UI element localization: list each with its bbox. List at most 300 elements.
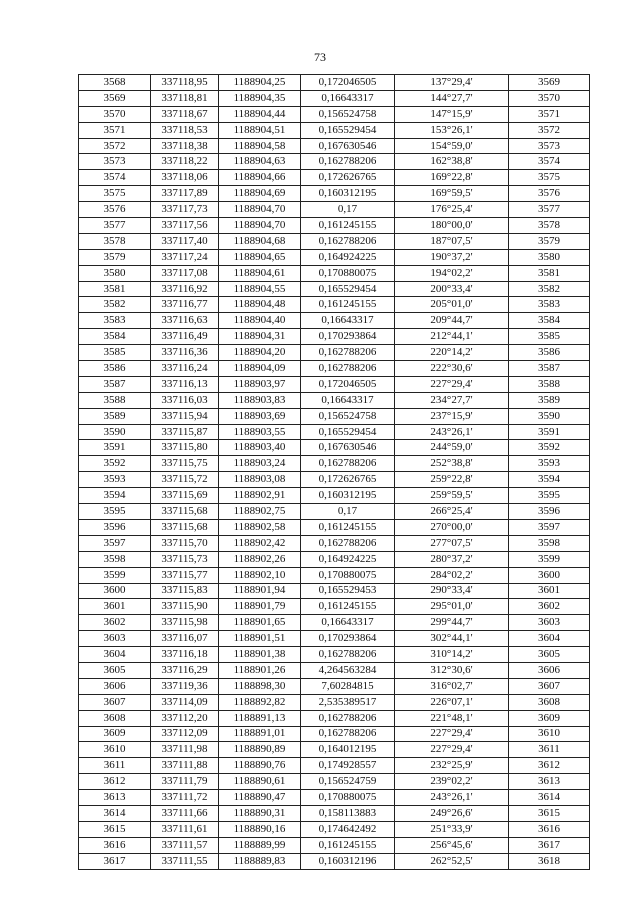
distance-cell: 0,164924225 bbox=[301, 551, 395, 567]
distance-cell: 0,165529454 bbox=[301, 122, 395, 138]
y-coordinate-cell: 1188890,47 bbox=[219, 790, 301, 806]
x-coordinate-cell: 337116,77 bbox=[151, 297, 219, 313]
next-point-cell: 3576 bbox=[509, 186, 590, 202]
distance-cell: 0,160312195 bbox=[301, 186, 395, 202]
y-coordinate-cell: 1188892,82 bbox=[219, 694, 301, 710]
table-row bbox=[79, 488, 590, 504]
y-coordinate-cell: 1188904,51 bbox=[219, 122, 301, 138]
point-number-cell: 3603 bbox=[79, 631, 151, 647]
distance-cell: 0,172046505 bbox=[301, 376, 395, 392]
bearing-cell: 277°07,5' bbox=[395, 535, 509, 551]
x-coordinate-cell: 337116,36 bbox=[151, 345, 219, 361]
y-coordinate-cell: 1188901,94 bbox=[219, 583, 301, 599]
distance-cell: 0,170880075 bbox=[301, 567, 395, 583]
table-row bbox=[79, 75, 590, 91]
bearing-cell: 194°02,2' bbox=[395, 265, 509, 281]
table-row bbox=[79, 583, 590, 599]
distance-cell: 0,17 bbox=[301, 202, 395, 218]
distance-cell: 0,162788206 bbox=[301, 154, 395, 170]
bearing-cell: 259°22,8' bbox=[395, 472, 509, 488]
next-point-cell: 3617 bbox=[509, 837, 590, 853]
bearing-cell: 284°02,2' bbox=[395, 567, 509, 583]
bearing-cell: 270°00,0' bbox=[395, 519, 509, 535]
table-row bbox=[79, 742, 590, 758]
point-number-cell: 3613 bbox=[79, 790, 151, 806]
next-point-cell: 3607 bbox=[509, 678, 590, 694]
next-point-cell: 3587 bbox=[509, 361, 590, 377]
y-coordinate-cell: 1188890,16 bbox=[219, 821, 301, 837]
distance-cell: 0,17 bbox=[301, 504, 395, 520]
x-coordinate-cell: 337118,67 bbox=[151, 106, 219, 122]
point-number-cell: 3600 bbox=[79, 583, 151, 599]
bearing-cell: 205°01,0' bbox=[395, 297, 509, 313]
point-number-cell: 3608 bbox=[79, 710, 151, 726]
table-row bbox=[79, 218, 590, 234]
point-number-cell: 3569 bbox=[79, 90, 151, 106]
table-row bbox=[79, 265, 590, 281]
point-number-cell: 3588 bbox=[79, 392, 151, 408]
next-point-cell: 3598 bbox=[509, 535, 590, 551]
point-number-cell: 3574 bbox=[79, 170, 151, 186]
x-coordinate-cell: 337111,98 bbox=[151, 742, 219, 758]
y-coordinate-cell: 1188904,58 bbox=[219, 138, 301, 154]
next-point-cell: 3605 bbox=[509, 647, 590, 663]
y-coordinate-cell: 1188901,26 bbox=[219, 662, 301, 678]
x-coordinate-cell: 337118,81 bbox=[151, 90, 219, 106]
next-point-cell: 3577 bbox=[509, 202, 590, 218]
point-number-cell: 3610 bbox=[79, 742, 151, 758]
bearing-cell: 302°44,1' bbox=[395, 631, 509, 647]
bearing-cell: 137°29,4' bbox=[395, 75, 509, 91]
distance-cell: 0,16643317 bbox=[301, 90, 395, 106]
point-number-cell: 3579 bbox=[79, 249, 151, 265]
y-coordinate-cell: 1188904,65 bbox=[219, 249, 301, 265]
y-coordinate-cell: 1188904,69 bbox=[219, 186, 301, 202]
y-coordinate-cell: 1188901,51 bbox=[219, 631, 301, 647]
next-point-cell: 3595 bbox=[509, 488, 590, 504]
point-number-cell: 3604 bbox=[79, 647, 151, 663]
distance-cell: 0,161245155 bbox=[301, 519, 395, 535]
x-coordinate-cell: 337112,09 bbox=[151, 726, 219, 742]
distance-cell: 0,167630546 bbox=[301, 138, 395, 154]
table-row bbox=[79, 361, 590, 377]
x-coordinate-cell: 337111,88 bbox=[151, 758, 219, 774]
table-row bbox=[79, 551, 590, 567]
bearing-cell: 227°29,4' bbox=[395, 742, 509, 758]
x-coordinate-cell: 337117,08 bbox=[151, 265, 219, 281]
point-number-cell: 3581 bbox=[79, 281, 151, 297]
x-coordinate-cell: 337117,56 bbox=[151, 218, 219, 234]
point-number-cell: 3587 bbox=[79, 376, 151, 392]
point-number-cell: 3605 bbox=[79, 662, 151, 678]
next-point-cell: 3600 bbox=[509, 567, 590, 583]
point-number-cell: 3597 bbox=[79, 535, 151, 551]
x-coordinate-cell: 337115,72 bbox=[151, 472, 219, 488]
table-row bbox=[79, 329, 590, 345]
table-row bbox=[79, 345, 590, 361]
next-point-cell: 3603 bbox=[509, 615, 590, 631]
table-row bbox=[79, 408, 590, 424]
bearing-cell: 154°59,0' bbox=[395, 138, 509, 154]
point-number-cell: 3601 bbox=[79, 599, 151, 615]
x-coordinate-cell: 337117,73 bbox=[151, 202, 219, 218]
distance-cell: 0,174928557 bbox=[301, 758, 395, 774]
distance-cell: 7,60284815 bbox=[301, 678, 395, 694]
table-row bbox=[79, 758, 590, 774]
y-coordinate-cell: 1188901,79 bbox=[219, 599, 301, 615]
table-row bbox=[79, 853, 590, 869]
next-point-cell: 3569 bbox=[509, 75, 590, 91]
next-point-cell: 3602 bbox=[509, 599, 590, 615]
point-number-cell: 3582 bbox=[79, 297, 151, 313]
table-row bbox=[79, 440, 590, 456]
distance-cell: 0,161245155 bbox=[301, 599, 395, 615]
table-row bbox=[79, 647, 590, 663]
point-number-cell: 3590 bbox=[79, 424, 151, 440]
distance-cell: 0,162788206 bbox=[301, 726, 395, 742]
y-coordinate-cell: 1188901,38 bbox=[219, 647, 301, 663]
bearing-cell: 256°45,6' bbox=[395, 837, 509, 853]
y-coordinate-cell: 1188904,70 bbox=[219, 202, 301, 218]
distance-cell: 0,165529454 bbox=[301, 281, 395, 297]
next-point-cell: 3610 bbox=[509, 726, 590, 742]
point-number-cell: 3577 bbox=[79, 218, 151, 234]
distance-cell: 0,162788206 bbox=[301, 345, 395, 361]
next-point-cell: 3608 bbox=[509, 694, 590, 710]
bearing-cell: 312°30,6' bbox=[395, 662, 509, 678]
x-coordinate-cell: 337117,89 bbox=[151, 186, 219, 202]
table-row bbox=[79, 790, 590, 806]
table-row bbox=[79, 662, 590, 678]
x-coordinate-cell: 337116,03 bbox=[151, 392, 219, 408]
point-number-cell: 3617 bbox=[79, 853, 151, 869]
table-row bbox=[79, 281, 590, 297]
point-number-cell: 3592 bbox=[79, 456, 151, 472]
point-number-cell: 3573 bbox=[79, 154, 151, 170]
y-coordinate-cell: 1188898,30 bbox=[219, 678, 301, 694]
next-point-cell: 3573 bbox=[509, 138, 590, 154]
next-point-cell: 3584 bbox=[509, 313, 590, 329]
y-coordinate-cell: 1188903,40 bbox=[219, 440, 301, 456]
next-point-cell: 3593 bbox=[509, 456, 590, 472]
y-coordinate-cell: 1188904,35 bbox=[219, 90, 301, 106]
next-point-cell: 3609 bbox=[509, 710, 590, 726]
bearing-cell: 153°26,1' bbox=[395, 122, 509, 138]
table-row bbox=[79, 249, 590, 265]
x-coordinate-cell: 337118,38 bbox=[151, 138, 219, 154]
next-point-cell: 3599 bbox=[509, 551, 590, 567]
bearing-cell: 262°52,5' bbox=[395, 853, 509, 869]
y-coordinate-cell: 1188902,75 bbox=[219, 504, 301, 520]
table-row bbox=[79, 821, 590, 837]
bearing-cell: 176°25,4' bbox=[395, 202, 509, 218]
point-number-cell: 3570 bbox=[79, 106, 151, 122]
point-number-cell: 3580 bbox=[79, 265, 151, 281]
point-number-cell: 3612 bbox=[79, 774, 151, 790]
next-point-cell: 3611 bbox=[509, 742, 590, 758]
distance-cell: 0,165529454 bbox=[301, 424, 395, 440]
point-number-cell: 3614 bbox=[79, 805, 151, 821]
bearing-cell: 244°59,0' bbox=[395, 440, 509, 456]
bearing-cell: 243°26,1' bbox=[395, 790, 509, 806]
table-row bbox=[79, 456, 590, 472]
table-row bbox=[79, 313, 590, 329]
next-point-cell: 3601 bbox=[509, 583, 590, 599]
y-coordinate-cell: 1188890,31 bbox=[219, 805, 301, 821]
x-coordinate-cell: 337111,55 bbox=[151, 853, 219, 869]
bearing-cell: 222°30,6' bbox=[395, 361, 509, 377]
y-coordinate-cell: 1188904,63 bbox=[219, 154, 301, 170]
y-coordinate-cell: 1188902,91 bbox=[219, 488, 301, 504]
distance-cell: 0,16643317 bbox=[301, 313, 395, 329]
point-number-cell: 3586 bbox=[79, 361, 151, 377]
next-point-cell: 3612 bbox=[509, 758, 590, 774]
y-coordinate-cell: 1188902,42 bbox=[219, 535, 301, 551]
table-row bbox=[79, 535, 590, 551]
table-row bbox=[79, 297, 590, 313]
distance-cell: 0,161245155 bbox=[301, 297, 395, 313]
next-point-cell: 3578 bbox=[509, 218, 590, 234]
bearing-cell: 252°38,8' bbox=[395, 456, 509, 472]
x-coordinate-cell: 337115,77 bbox=[151, 567, 219, 583]
y-coordinate-cell: 1188903,69 bbox=[219, 408, 301, 424]
y-coordinate-cell: 1188904,48 bbox=[219, 297, 301, 313]
point-number-cell: 3611 bbox=[79, 758, 151, 774]
point-number-cell: 3616 bbox=[79, 837, 151, 853]
bearing-cell: 295°01,0' bbox=[395, 599, 509, 615]
table-row bbox=[79, 138, 590, 154]
next-point-cell: 3586 bbox=[509, 345, 590, 361]
x-coordinate-cell: 337118,53 bbox=[151, 122, 219, 138]
x-coordinate-cell: 337115,75 bbox=[151, 456, 219, 472]
x-coordinate-cell: 337118,95 bbox=[151, 75, 219, 91]
bearing-cell: 221°48,1' bbox=[395, 710, 509, 726]
x-coordinate-cell: 337111,72 bbox=[151, 790, 219, 806]
table-row bbox=[79, 805, 590, 821]
table-row bbox=[79, 186, 590, 202]
bearing-cell: 212°44,1' bbox=[395, 329, 509, 345]
distance-cell: 0,172626765 bbox=[301, 472, 395, 488]
x-coordinate-cell: 337115,83 bbox=[151, 583, 219, 599]
table-row bbox=[79, 154, 590, 170]
distance-cell: 0,162788206 bbox=[301, 535, 395, 551]
next-point-cell: 3575 bbox=[509, 170, 590, 186]
table-row bbox=[79, 122, 590, 138]
x-coordinate-cell: 337111,61 bbox=[151, 821, 219, 837]
table-row bbox=[79, 392, 590, 408]
bearing-cell: 169°59,5' bbox=[395, 186, 509, 202]
y-coordinate-cell: 1188904,40 bbox=[219, 313, 301, 329]
bearing-cell: 144°27,7' bbox=[395, 90, 509, 106]
distance-cell: 0,162788206 bbox=[301, 710, 395, 726]
table-row bbox=[79, 504, 590, 520]
x-coordinate-cell: 337115,68 bbox=[151, 519, 219, 535]
bearing-cell: 237°15,9' bbox=[395, 408, 509, 424]
point-number-cell: 3607 bbox=[79, 694, 151, 710]
x-coordinate-cell: 337119,36 bbox=[151, 678, 219, 694]
point-number-cell: 3602 bbox=[79, 615, 151, 631]
bearing-cell: 290°33,4' bbox=[395, 583, 509, 599]
y-coordinate-cell: 1188903,97 bbox=[219, 376, 301, 392]
bearing-cell: 169°22,8' bbox=[395, 170, 509, 186]
y-coordinate-cell: 1188901,65 bbox=[219, 615, 301, 631]
x-coordinate-cell: 337115,70 bbox=[151, 535, 219, 551]
bearing-cell: 187°07,5' bbox=[395, 233, 509, 249]
distance-cell: 0,172626765 bbox=[301, 170, 395, 186]
x-coordinate-cell: 337115,87 bbox=[151, 424, 219, 440]
bearing-cell: 299°44,7' bbox=[395, 615, 509, 631]
table-row bbox=[79, 106, 590, 122]
y-coordinate-cell: 1188904,61 bbox=[219, 265, 301, 281]
next-point-cell: 3570 bbox=[509, 90, 590, 106]
point-number-cell: 3606 bbox=[79, 678, 151, 694]
y-coordinate-cell: 1188891,13 bbox=[219, 710, 301, 726]
x-coordinate-cell: 337118,22 bbox=[151, 154, 219, 170]
table-row bbox=[79, 837, 590, 853]
bearing-cell: 180°00,0' bbox=[395, 218, 509, 234]
next-point-cell: 3591 bbox=[509, 424, 590, 440]
point-number-cell: 3576 bbox=[79, 202, 151, 218]
distance-cell: 0,161245155 bbox=[301, 218, 395, 234]
next-point-cell: 3582 bbox=[509, 281, 590, 297]
distance-cell: 0,172046505 bbox=[301, 75, 395, 91]
point-number-cell: 3593 bbox=[79, 472, 151, 488]
point-number-cell: 3596 bbox=[79, 519, 151, 535]
distance-cell: 0,162788206 bbox=[301, 456, 395, 472]
next-point-cell: 3596 bbox=[509, 504, 590, 520]
next-point-cell: 3604 bbox=[509, 631, 590, 647]
next-point-cell: 3594 bbox=[509, 472, 590, 488]
x-coordinate-cell: 337116,07 bbox=[151, 631, 219, 647]
x-coordinate-cell: 337117,24 bbox=[151, 249, 219, 265]
y-coordinate-cell: 1188903,08 bbox=[219, 472, 301, 488]
table-body bbox=[79, 75, 590, 870]
bearing-cell: 249°26,6' bbox=[395, 805, 509, 821]
table-row bbox=[79, 567, 590, 583]
distance-cell: 0,158113883 bbox=[301, 805, 395, 821]
x-coordinate-cell: 337111,66 bbox=[151, 805, 219, 821]
next-point-cell: 3588 bbox=[509, 376, 590, 392]
next-point-cell: 3585 bbox=[509, 329, 590, 345]
next-point-cell: 3616 bbox=[509, 821, 590, 837]
x-coordinate-cell: 337111,57 bbox=[151, 837, 219, 853]
next-point-cell: 3615 bbox=[509, 805, 590, 821]
x-coordinate-cell: 337114,09 bbox=[151, 694, 219, 710]
point-number-cell: 3615 bbox=[79, 821, 151, 837]
table-row bbox=[79, 424, 590, 440]
y-coordinate-cell: 1188902,10 bbox=[219, 567, 301, 583]
point-number-cell: 3568 bbox=[79, 75, 151, 91]
distance-cell: 4,264563284 bbox=[301, 662, 395, 678]
distance-cell: 0,165529453 bbox=[301, 583, 395, 599]
point-number-cell: 3595 bbox=[79, 504, 151, 520]
bearing-cell: 200°33,4' bbox=[395, 281, 509, 297]
x-coordinate-cell: 337112,20 bbox=[151, 710, 219, 726]
next-point-cell: 3583 bbox=[509, 297, 590, 313]
distance-cell: 0,170293864 bbox=[301, 631, 395, 647]
bearing-cell: 266°25,4' bbox=[395, 504, 509, 520]
distance-cell: 0,170880075 bbox=[301, 265, 395, 281]
bearing-cell: 147°15,9' bbox=[395, 106, 509, 122]
x-coordinate-cell: 337115,73 bbox=[151, 551, 219, 567]
bearing-cell: 310°14,2' bbox=[395, 647, 509, 663]
bearing-cell: 209°44,7' bbox=[395, 313, 509, 329]
x-coordinate-cell: 337116,24 bbox=[151, 361, 219, 377]
y-coordinate-cell: 1188889,99 bbox=[219, 837, 301, 853]
table-row bbox=[79, 726, 590, 742]
table-row bbox=[79, 694, 590, 710]
y-coordinate-cell: 1188902,26 bbox=[219, 551, 301, 567]
next-point-cell: 3614 bbox=[509, 790, 590, 806]
table-row bbox=[79, 376, 590, 392]
point-number-cell: 3591 bbox=[79, 440, 151, 456]
next-point-cell: 3580 bbox=[509, 249, 590, 265]
distance-cell: 0,160312196 bbox=[301, 853, 395, 869]
distance-cell: 0,156524758 bbox=[301, 106, 395, 122]
point-number-cell: 3589 bbox=[79, 408, 151, 424]
next-point-cell: 3571 bbox=[509, 106, 590, 122]
point-number-cell: 3584 bbox=[79, 329, 151, 345]
x-coordinate-cell: 337115,68 bbox=[151, 504, 219, 520]
y-coordinate-cell: 1188890,76 bbox=[219, 758, 301, 774]
y-coordinate-cell: 1188904,70 bbox=[219, 218, 301, 234]
point-number-cell: 3594 bbox=[79, 488, 151, 504]
next-point-cell: 3597 bbox=[509, 519, 590, 535]
x-coordinate-cell: 337115,90 bbox=[151, 599, 219, 615]
distance-cell: 2,535389517 bbox=[301, 694, 395, 710]
y-coordinate-cell: 1188904,25 bbox=[219, 75, 301, 91]
distance-cell: 0,174642492 bbox=[301, 821, 395, 837]
bearing-cell: 234°27,7' bbox=[395, 392, 509, 408]
next-point-cell: 3590 bbox=[509, 408, 590, 424]
y-coordinate-cell: 1188890,61 bbox=[219, 774, 301, 790]
y-coordinate-cell: 1188904,31 bbox=[219, 329, 301, 345]
page-number: 73 bbox=[314, 50, 326, 64]
table-row bbox=[79, 599, 590, 615]
table-row bbox=[79, 519, 590, 535]
x-coordinate-cell: 337115,69 bbox=[151, 488, 219, 504]
table-row bbox=[79, 678, 590, 694]
x-coordinate-cell: 337115,94 bbox=[151, 408, 219, 424]
point-number-cell: 3599 bbox=[79, 567, 151, 583]
next-point-cell: 3574 bbox=[509, 154, 590, 170]
x-coordinate-cell: 337116,92 bbox=[151, 281, 219, 297]
x-coordinate-cell: 337116,13 bbox=[151, 376, 219, 392]
bearing-cell: 251°33,9' bbox=[395, 821, 509, 837]
distance-cell: 0,162788206 bbox=[301, 233, 395, 249]
distance-cell: 0,162788206 bbox=[301, 361, 395, 377]
y-coordinate-cell: 1188890,89 bbox=[219, 742, 301, 758]
bearing-cell: 227°29,4' bbox=[395, 726, 509, 742]
point-number-cell: 3571 bbox=[79, 122, 151, 138]
x-coordinate-cell: 337117,40 bbox=[151, 233, 219, 249]
y-coordinate-cell: 1188902,58 bbox=[219, 519, 301, 535]
y-coordinate-cell: 1188904,66 bbox=[219, 170, 301, 186]
next-point-cell: 3579 bbox=[509, 233, 590, 249]
x-coordinate-cell: 337118,06 bbox=[151, 170, 219, 186]
distance-cell: 0,156524758 bbox=[301, 408, 395, 424]
next-point-cell: 3581 bbox=[509, 265, 590, 281]
point-number-cell: 3572 bbox=[79, 138, 151, 154]
x-coordinate-cell: 337116,63 bbox=[151, 313, 219, 329]
y-coordinate-cell: 1188903,83 bbox=[219, 392, 301, 408]
table-row bbox=[79, 631, 590, 647]
distance-cell: 0,156524759 bbox=[301, 774, 395, 790]
y-coordinate-cell: 1188891,01 bbox=[219, 726, 301, 742]
next-point-cell: 3572 bbox=[509, 122, 590, 138]
table-row bbox=[79, 774, 590, 790]
y-coordinate-cell: 1188903,24 bbox=[219, 456, 301, 472]
